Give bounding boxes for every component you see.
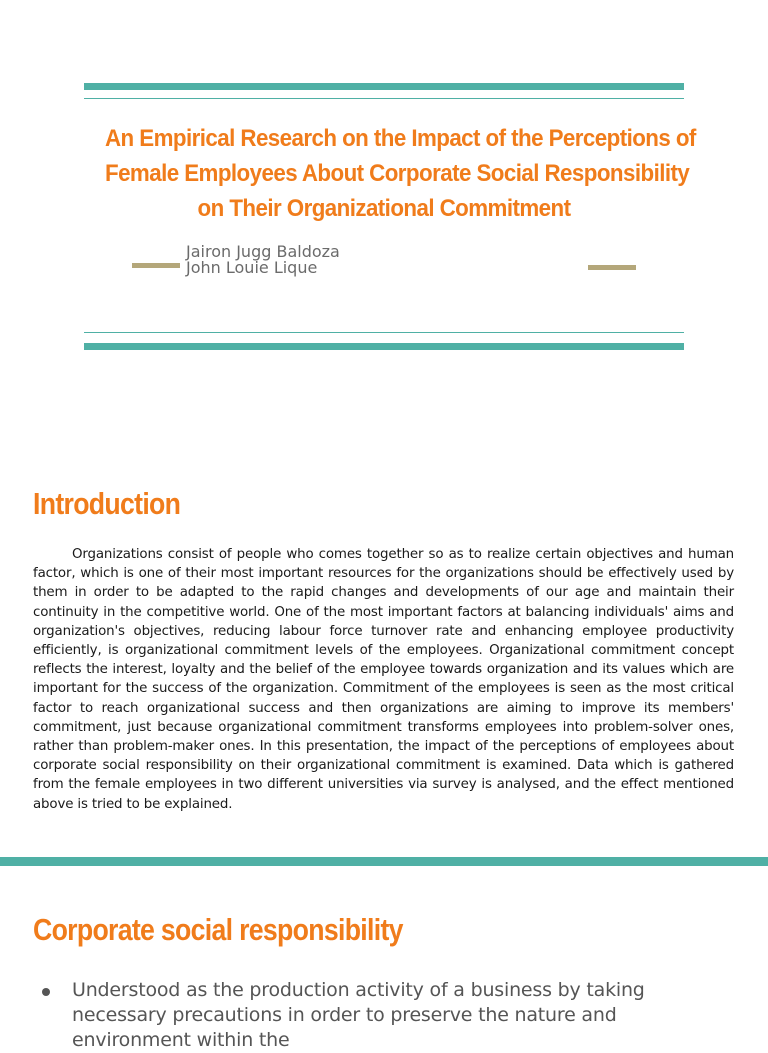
bullet-dot — [42, 988, 50, 996]
title-top-thick-rule — [84, 83, 684, 90]
title-top-thin-rule — [84, 98, 684, 99]
author-list — [186, 244, 340, 276]
title-bottom-thin-rule — [84, 332, 684, 333]
right-accent-dash — [588, 265, 636, 270]
title-bottom-thick-rule — [84, 343, 684, 350]
title-line: An Empirical Research on the Impact of the Perceptions of — [105, 125, 696, 152]
title-line: on Their Organizational Commitment — [197, 195, 571, 222]
list-item — [40, 978, 730, 1053]
left-accent-dash — [132, 263, 180, 268]
csr-bullet-list — [40, 978, 730, 1053]
slide-divider — [0, 857, 768, 866]
author-name: John Louie Lique — [186, 258, 318, 277]
bullet-text: Understood as the production activity of a business by taking necessary precautions in order to preserve the nature and environment within the — [72, 979, 645, 1051]
title-line: Female Employees About Corporate Social Responsibility — [105, 160, 690, 187]
page-title — [105, 121, 696, 226]
author-name: Jairon Jugg Baldoza — [186, 242, 340, 261]
introduction-paragraph: Organizations consist of people who comes together so as to realize certain objectives and human factor, which is one of their most important resources for the organizations should be effectively used by them in order to be adapted to the rapid changes and developments of our age and maintain their continuity in the competitive world. One of the most important factors at balancing individuals' aims and organization's objectives, reducing labour force turnover rate and enhancing employee productivity efficiently, is organizational commitment levels of the employees. Organizational commitment concept reflects the interest, loyalty and the belief of the employee towards organization and its values which are important for the success of the organization. Commitment of the employees is seen as the most critical factor to reach organizational success and then organizations are aiming to improve its members' commitment, just because organizational commitment transforms employees into problem-solver ones, rather than problem-maker ones. In this presentation, the impact of the perceptions of employees about corporate social responsibility on their organizational commitment is examined. Data which is gathered from the female employees in two different universities via survey is analysed, and the effect mentioned above is tried to be explained. — [33, 547, 734, 812]
introduction-heading: Introduction — [33, 486, 181, 521]
csr-heading: Corporate social responsibility — [33, 912, 403, 947]
